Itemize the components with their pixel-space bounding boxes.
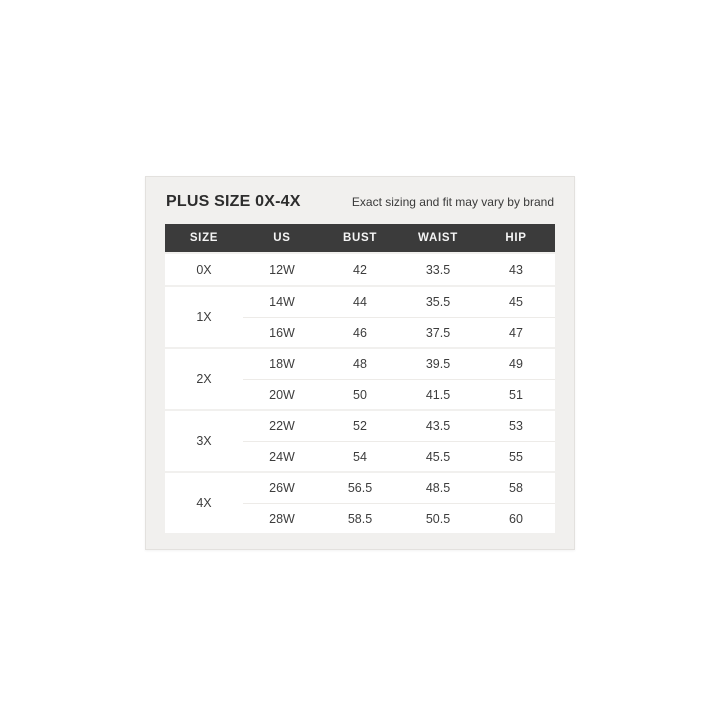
size-chart-header [165,190,555,211]
size-label: 4X [196,496,212,510]
table-cell: 39.5 [425,357,451,371]
table-cell: 37.5 [425,325,451,340]
page-title: PLUS SIZE 0X-4X [166,193,301,210]
table-cell: 54 [353,449,367,464]
table-row [243,379,555,409]
table-cell: 46 [353,325,367,340]
table-cell: 58 [509,481,523,495]
table-cell: 14W [269,295,295,309]
table-row [243,411,555,441]
table-cell: 43.5 [425,419,451,433]
table-cell: 42 [353,262,367,277]
table-cell: 26W [269,481,295,495]
table-cell: 35.5 [425,295,451,309]
size-rows [243,411,555,471]
table-cell: 55 [509,449,523,464]
size-rows [243,254,555,285]
size-rows [243,473,555,533]
table-cell: 33.5 [425,262,451,277]
table-cell: 51 [509,387,523,402]
size-group-1x [165,287,555,347]
size-group-4x [165,473,555,533]
table-cell: 48 [353,357,367,371]
size-label: 1X [196,310,212,324]
table-cell: 47 [509,325,523,340]
table-cell: 24W [269,449,295,464]
size-label: 3X [196,434,212,448]
table-body [165,254,555,533]
table-cell: 60 [509,511,523,526]
table-cell: 58.5 [347,511,373,526]
table-row [243,317,555,347]
size-group-2x [165,349,555,409]
column-header-waist: WAIST [418,232,458,244]
size-rows [243,349,555,409]
table-row [243,287,555,317]
table-row [243,441,555,471]
table-cell: 50 [353,387,367,402]
size-label: 2X [196,372,212,386]
table-cell: 56.5 [347,481,373,495]
column-header-bust: BUST [342,232,378,244]
table-cell: 45 [509,295,523,309]
column-header-size: SIZE [189,232,219,244]
table-cell: 45.5 [425,449,451,464]
table-cell: 41.5 [425,387,451,402]
size-chart-card [145,176,575,550]
column-header-hip: HIP [505,232,527,244]
column-header-us: US [273,232,291,244]
table-cell: 22W [269,419,295,433]
size-group-3x [165,411,555,471]
table-cell: 50.5 [425,511,451,526]
table-cell: 49 [509,357,523,371]
table-row [243,473,555,503]
table-cell: 16W [269,325,295,340]
table-row [243,254,555,285]
table-cell: 52 [353,419,367,433]
sizing-disclaimer: Exact sizing and fit may vary by brand [351,195,554,209]
table-row [243,503,555,533]
table-cell: 43 [509,262,523,277]
size-group-0x [165,254,555,285]
table-cell: 18W [269,357,295,371]
table-cell: 28W [269,511,295,526]
table-row [243,349,555,379]
table-cell: 12W [269,262,295,277]
table-cell: 53 [509,419,523,433]
table-cell: 20W [269,387,295,402]
size-rows [243,287,555,347]
size-label: 0X [196,262,212,277]
table-cell: 48.5 [425,481,451,495]
table-header-row [165,224,555,252]
table-cell: 44 [353,295,367,309]
